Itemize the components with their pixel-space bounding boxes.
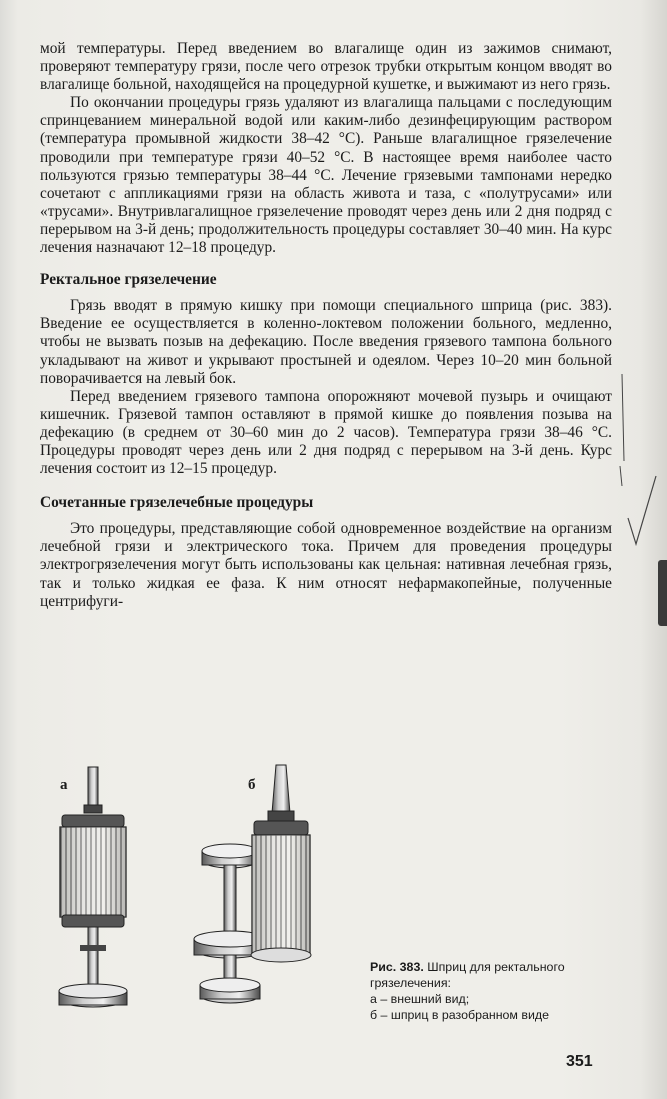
paragraph-continuation: мой температуры. Перед введением во влагалище один из зажимов снимают, проверяют температуру грязи, после чего отрезок трубки открытым концом вводят во влагалище больной, находящейся на процедурной кушетке, и выжимают из него грязь. [40,40,612,94]
syringe-a-drawing [59,767,127,1007]
figure-label-b: б [248,777,256,793]
section-heading-rectal: Ректальное грязелечение [40,271,217,289]
pencil-margin-mark [612,366,662,566]
paragraph-combined-1: Это процедуры, представляющие собой одновременное воздействие на организм лечебной грязи и электрического тока. Причем для проведения процедуры электрогрязелечения могут быть использованы как цельная: нативная лечебная грязь, так и только жидкая ее фаза. К ним относят нефармакопейные, полученные центрифуги- [40,520,612,610]
paragraph-procedure-end: По окончании процедуры грязь удаляют из влагалища пальцами с последующим спринцеванием минеральной водой или каким-либо дезинфецирующим раствором (температура промывной жидкости 38–42 °С). Раньше влагалищное грязелечение проводили при температуре грязи 40–52 °С. В настоящее время наиболее часто пользуются грязью температуры 38–44 °С. Лечение грязевыми тампонами нередко сочетают с аппликациями грязи на область живота и таза, с «полутрусами» или «трусами». Внутривлагалищное грязелечение проводят через день или 2 дня подряд с перерывом на 3-й день; продолжительность процедуры составляет 30–40 мин. На курс лечения назначают 12–18 процедур. [40,94,612,257]
caption-line-b: б – шприц в разобранном виде [370,1008,550,1022]
caption-title: Рис. 383. [370,960,424,974]
page-number: 351 [566,1053,593,1070]
syringe-illustration [40,755,370,1045]
figure-label-a: а [60,777,68,793]
page-text [40,40,612,611]
caption-line-a: а – внешний вид; [370,992,470,1006]
paragraph-rectal-2: Перед введением грязевого тампона опорожняют мочевой пузырь и очищают кишечник. Грязевой тампон оставляют в прямой кишке до появления позыва на дефекацию (в среднем от 30–60 мин до 2 часов). Температура грязи 38–46 °С. Процедуры проводят через день или 2 дня подряд с перерывом на 3-й день. Курс лечения состоит из 12–15 процедур. [40,387,612,478]
caption-title-rest: Шприц для ректального грязелечения: [370,960,565,990]
section-heading-combined: Сочетанные грязелечебные процедуры [40,494,314,512]
figure-caption [370,959,610,1023]
syringe-b-drawing [194,765,311,1003]
paragraph-rectal-1: Грязь вводят в прямую кишку при помощи специального шприца (рис. 383). Введение ее осуществляется в коленно-локтевом положении больного, медленно, чтобы не вызвать позыв на дефекацию. После введения грязевого тампона больного укладывают на живот и укрывают простыней и одеялом. Через 10–20 мин больной поворачивается на левый бок. [40,297,612,387]
page-edge-tab [658,560,667,626]
figure-383 [40,755,612,1045]
